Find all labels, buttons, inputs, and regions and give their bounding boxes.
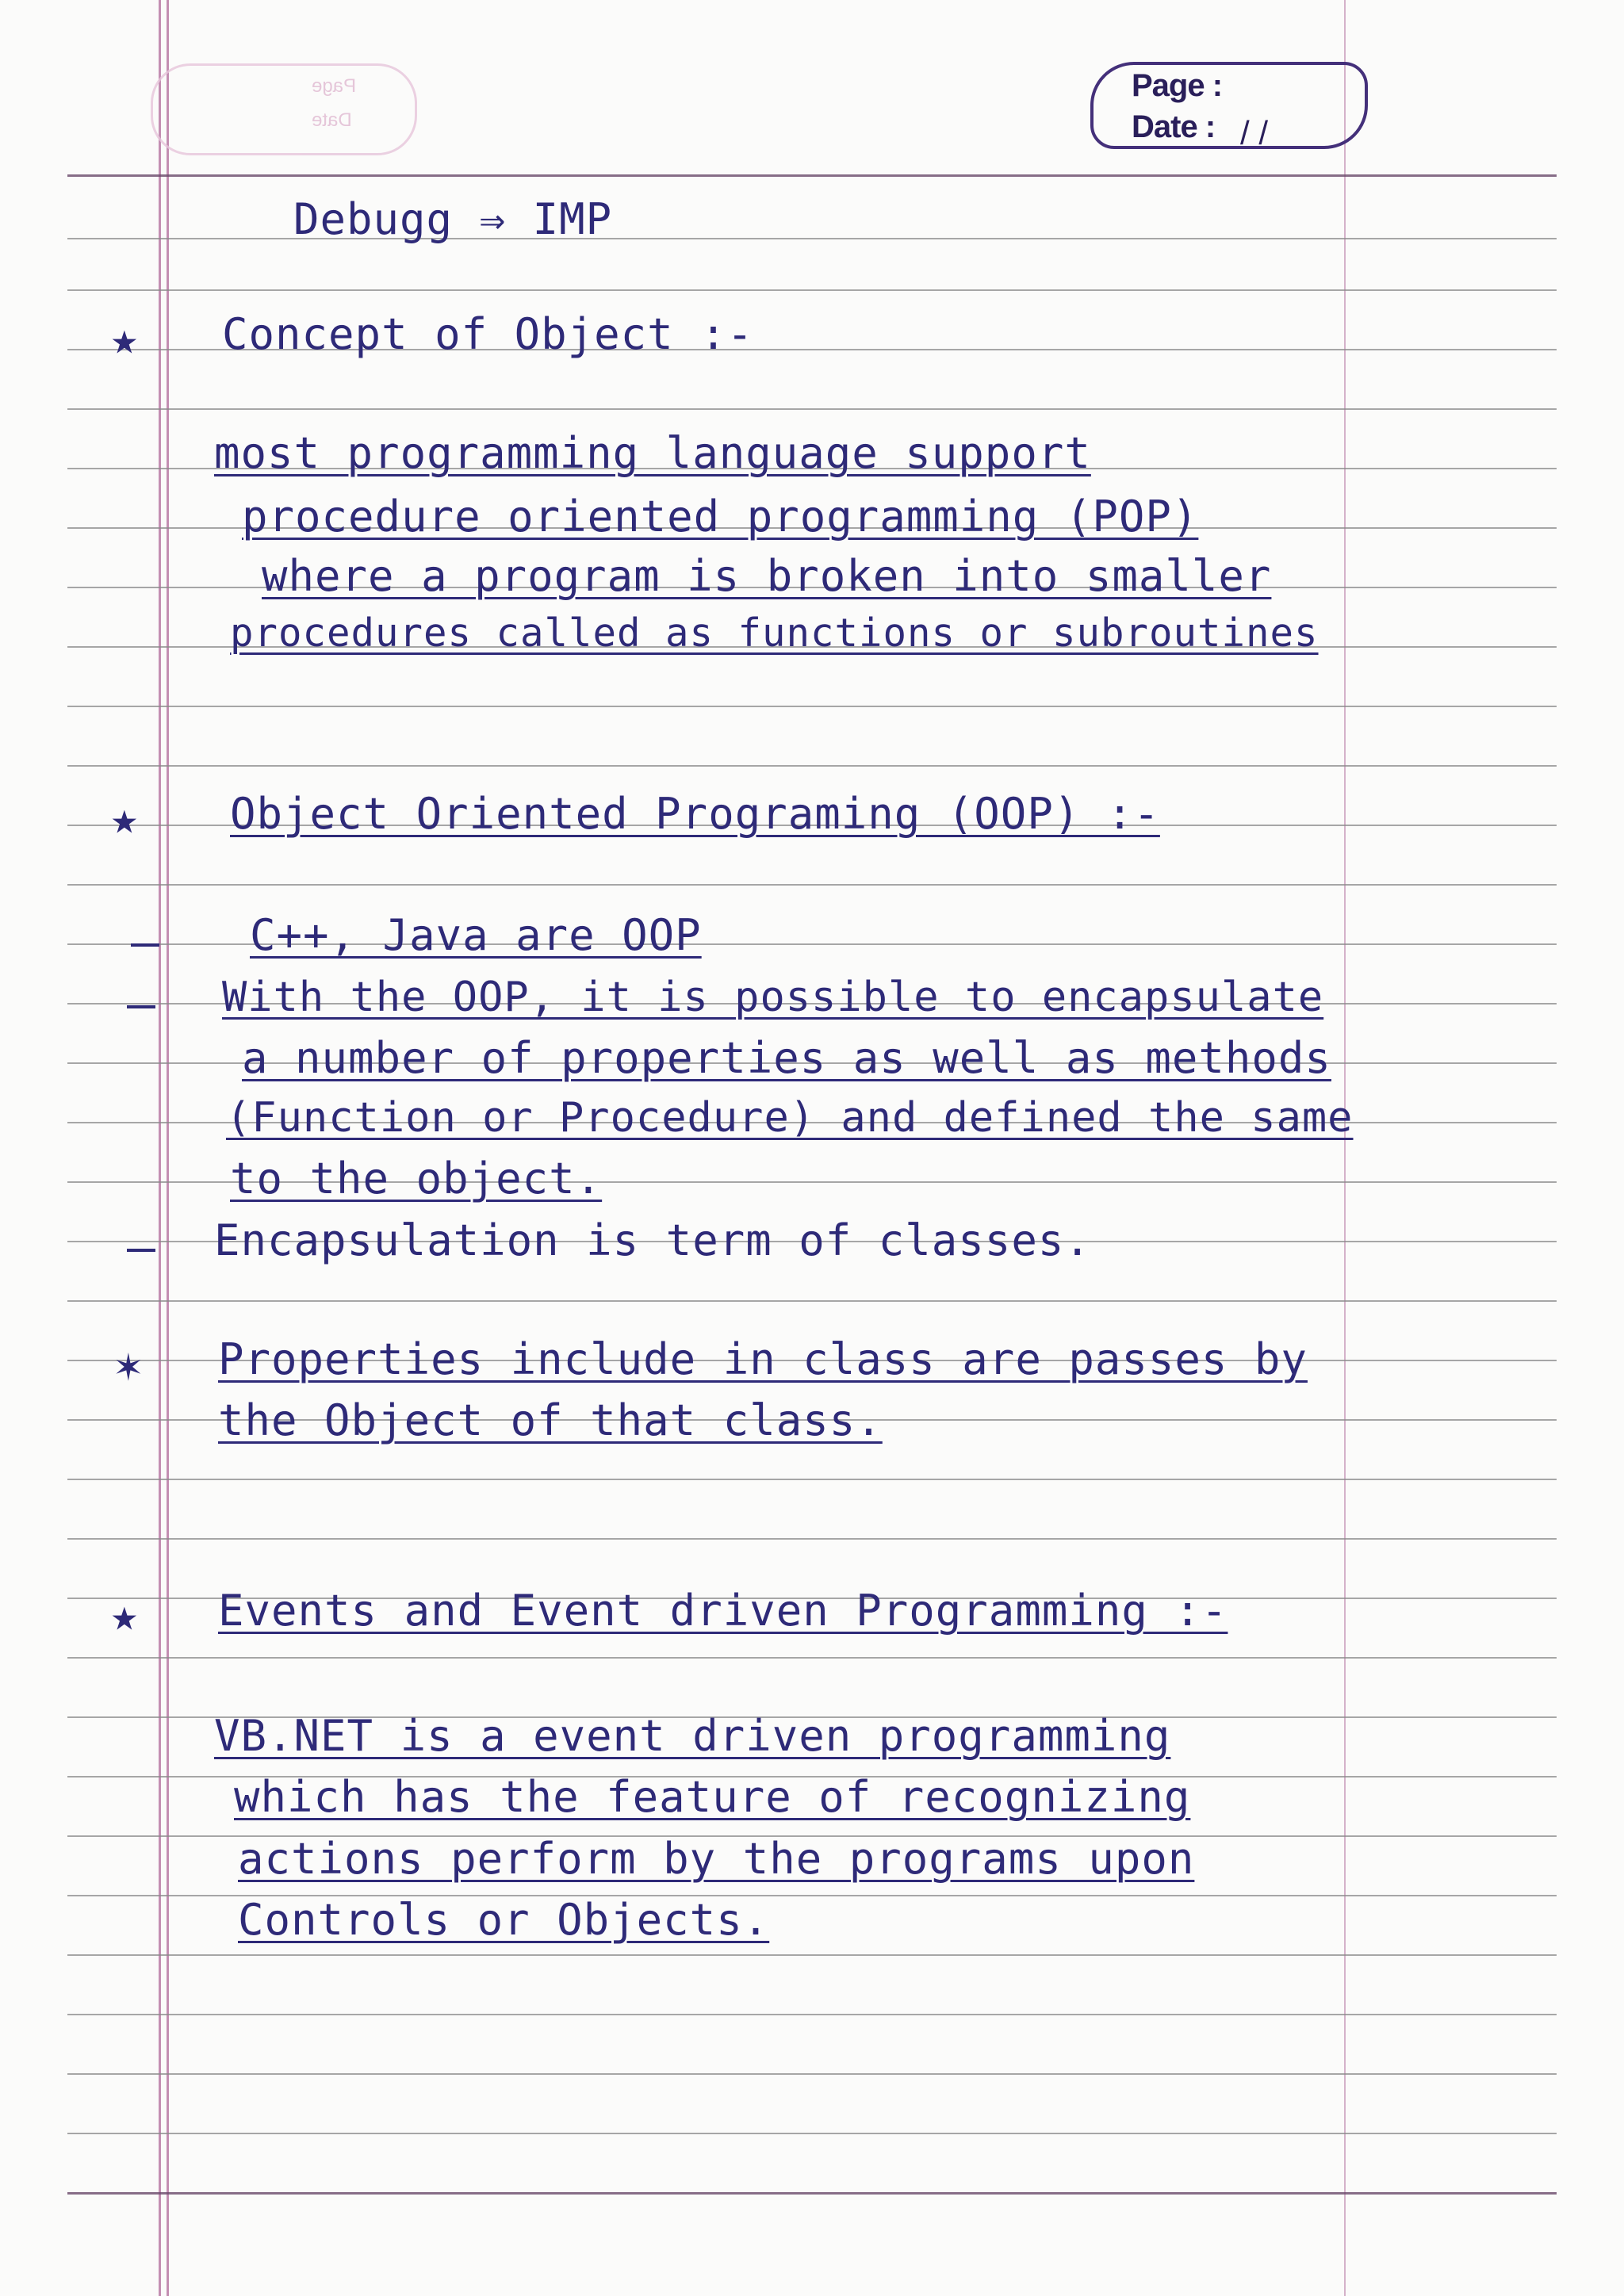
page-date-stamp [1090, 62, 1368, 149]
text-line: actions perform by the programs upon [238, 1834, 1195, 1884]
ruled-line [67, 1300, 1557, 1302]
faint-page-stamp [151, 63, 417, 155]
text-line: which has the feature of recognizing [234, 1772, 1191, 1822]
star-bullet: ✶ [115, 1340, 142, 1391]
text-line: most programming language support [214, 428, 1091, 478]
ruled-line [67, 765, 1557, 767]
text-line: where a program is broken into smaller [262, 551, 1272, 601]
star-bullet: ★ [111, 1590, 138, 1641]
ruled-line [67, 289, 1557, 291]
text-line: procedures called as functions or subroutines [230, 610, 1319, 656]
ruled-line [67, 1538, 1557, 1540]
ruled-line [67, 706, 1557, 707]
ruled-line [67, 2133, 1557, 2134]
text-line: Controls or Objects. [238, 1895, 770, 1945]
ruled-line-bottom [67, 2192, 1557, 2195]
text-line: the Object of that class. [218, 1395, 883, 1445]
text-line: procedure oriented programming (POP) [242, 492, 1199, 541]
ruled-line [67, 1657, 1557, 1659]
star-bullet: ★ [111, 793, 138, 844]
date-label: Date : [1132, 109, 1216, 144]
text-line: to the object. [230, 1154, 603, 1203]
text-line: C++, Java are OOP [250, 910, 702, 960]
ruled-line [67, 2073, 1557, 2075]
text-line: (Function or Procedure) and defined the same [226, 1094, 1354, 1142]
dash-bullet [131, 943, 159, 947]
ruled-line [67, 1479, 1557, 1480]
ruled-line [67, 2014, 1557, 2015]
text-line: Properties include in class are passes by [218, 1334, 1308, 1384]
text-line: Encapsulation is term of classes. [214, 1215, 1091, 1265]
margin-line-left-inner [167, 0, 169, 2296]
debug-note: Debugg ⇒ IMP [293, 194, 613, 244]
section-heading-events: Events and Event driven Programming :- [218, 1586, 1228, 1636]
margin-line-left [159, 0, 161, 2296]
faint-stamp-label: Date [312, 109, 352, 131]
ruled-line-top [67, 174, 1557, 177]
date-value: / / [1240, 114, 1269, 151]
dash-bullet [127, 1005, 155, 1008]
faint-stamp-label: Page [312, 75, 357, 97]
section-heading-oop: Object Oriented Programing (OOP) :- [230, 789, 1160, 839]
ruled-line [67, 408, 1557, 410]
page-label: Page : [1132, 68, 1223, 103]
text-line: VB.NET is a event driven programming [214, 1711, 1171, 1761]
star-bullet: ★ [111, 313, 138, 365]
ruled-line [67, 238, 1557, 239]
ruled-line [67, 884, 1557, 886]
ruled-line [67, 1954, 1557, 1956]
text-line: With the OOP, it is possible to encapsulate [222, 974, 1324, 1021]
text-line: a number of properties as well as methods [242, 1033, 1331, 1083]
section-heading-concept: Concept of Object :- [222, 309, 754, 359]
margin-line-right [1344, 0, 1346, 2296]
dash-bullet [127, 1249, 155, 1252]
